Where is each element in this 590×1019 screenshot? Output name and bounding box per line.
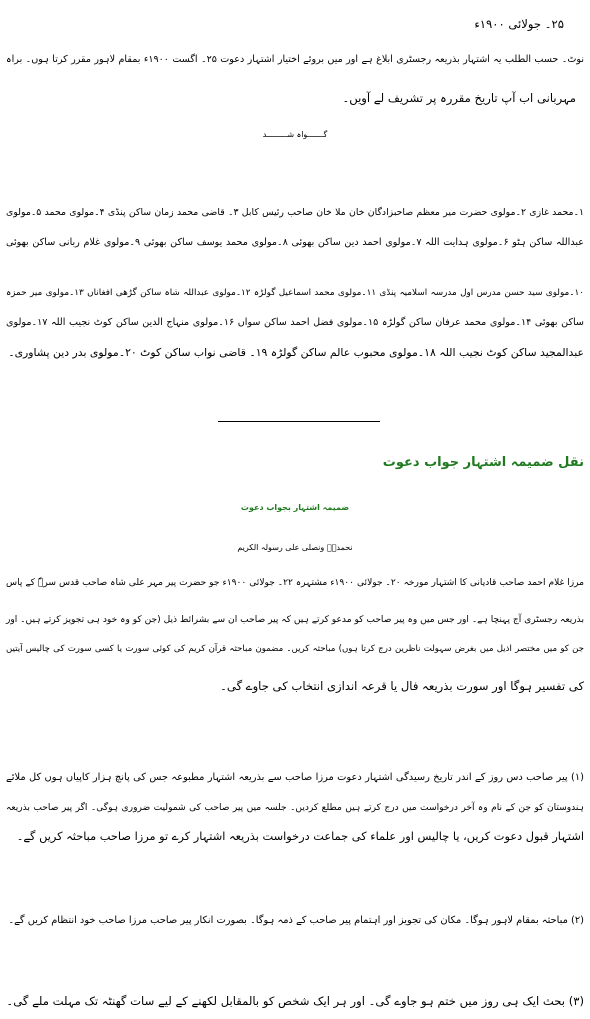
condition-3: (۳) بحث ایک ہی روز میں ختم ہو جاوے گی۔ اور ہر ایک شخص کو بالمقابل لکھنے کے لیے سات گھنٹہ تک مہلت ملے گی۔ [6,994,584,1008]
witness-line-1: ۱۔محمد غازی ۲۔مولوی حضرت میر معظم صاحبزادگان خان ملا خان صاحب رئیس کابل ۳۔ قاضی محمد زمان ساکن پنڈی ۴۔مولوی محمد ۵۔مولوی [6,207,585,218]
notice-line-2: مہربانی اب آپ تاریخ مقررہ پر تشریف لے آویں۔ [342,91,576,105]
bismillah-line: نحمدہٗ ونصلی علی رسولہ الکریم [237,543,353,552]
notice-line-1: نوٹ۔ حسب الطلب یہ اشتہار بذریعہ رجسٹری ابلاغ ہے اور میں بروئے اختیار اشتہار دعوت ۲۵۔ اگست ۱۹۰۰ء بمقام لاہور مقرر کرتا ہوں۔ براہ [6,54,584,65]
intro-line-1: مرزا غلام احمد صاحب قادیانی کا اشتہار مورخہ ۲۰۔ جولائی ۱۹۰۰ء مشتہرہ ۲۲۔ جولائی ۱۹۰۰ء جو حضرت پیر مہر علی شاہ صاحب قدس سرہٗ کے پاس [6,578,585,588]
section-divider [218,421,380,422]
witness-line-2: عبداللہ ساکن ہٹو ۶۔مولوی ہدایت اللہ ۷۔مولوی احمد دین ساکن بھوئی ۸۔مولوی محمد یوسف ساکن بھوئی ۹۔مولوی غلام ربانی ساکن بھوئی [6,237,584,248]
witness-signature-heading: گـــــــواہ شـــــــــد [262,130,328,139]
condition-1-line-2: ہندوستان کو جن کے نام وہ آخر درخواست میں درج کرتے ہیں مطلع کردیں۔ جلسہ میں پیر صاحب کی شمولیت ضروری ہوگی۔ اگر پیر صاحب بذریعہ [6,803,584,813]
witness-line-4: ساکن بھوئی ۱۴۔مولوی محمد عرفان ساکن گولڑہ ۱۵۔مولوی فضل احمد ساکن سواں ۱۶۔مولوی منہاج الدین ساکن کوٹ نجیب اللہ ۱۷۔مولوی [6,317,584,328]
intro-line-2: بذریعہ رجسٹری آج پہنچا ہے۔ اور جس میں وہ پیر صاحب کو مدعو کرتے ہیں کہ پیر صاحب ان سے بشرائط ذیل (جن کو وہ خود ہی تجویز کرتے ہیں۔ اور [6,615,584,625]
copy-heading: نقل ضمیمہ اشتہار جواب دعوت [382,455,584,470]
intro-line-4: کی تفسیر ہوگا اور سورت بذریعہ فال یا قرعہ اندازی انتخاب کی جاوے گی۔ [220,679,584,693]
header-date: ۲۵۔ جولائی ۱۹۰۰ء [474,17,564,31]
intro-line-3: جن کو میں مختصر اذیل میں بغرض سہولت ناظرین درج کرتا ہوں) مباحثہ کریں۔ مضمون مباحثہ قرآن کریم کی کوئی سورت یا کسی سورت کی چالیس آیتیں [6,644,584,654]
condition-1-line-3: اشتہار قبول دعوت کریں، یا چالیس اور علماء کی جماعت درخواست بذریعہ اشتہار کرے تو مرزا صاحب مباحثہ کریں گے۔ [16,829,584,843]
witness-line-5: عبدالمجید ساکن کوٹ نجیب اللہ ۱۸۔مولوی محبوب عالم ساکن گولڑہ ۱۹۔ قاضی نواب ساکن کوٹ ۲۰۔مولوی بدر دین پشاوری۔ [8,346,584,359]
condition-2: (۲) مباحثہ بمقام لاہور ہوگا۔ مکان کی تجویز اور اہتمام پیر صاحب کے ذمہ ہوگا۔ بصورت انکار پیر صاحب مرزا صاحب خود انتظام کریں گے۔ [8,915,584,926]
condition-1-line-1: (۱) پیر صاحب دس روز کے اندر تاریخ رسیدگی اشتہار دعوت مرزا صاحب سے بذریعہ اشتہار مطبوعہ جس کی پانچ ہزار کاپیاں ہوں کل ملائے [6,772,584,783]
supplement-title: ضمیمہ اشتہار بجواب دعوت [240,503,350,512]
witness-line-3: ۱۰۔مولوی سید حسن مدرس اول مدرسہ اسلامیہ پنڈی ۱۱۔مولوی محمد اسماعیل گولڑہ ۱۲۔مولوی عبداللہ شاہ ساکن گڑھی افغاناں ۱۳۔مولوی میر حمزہ [6,288,584,298]
